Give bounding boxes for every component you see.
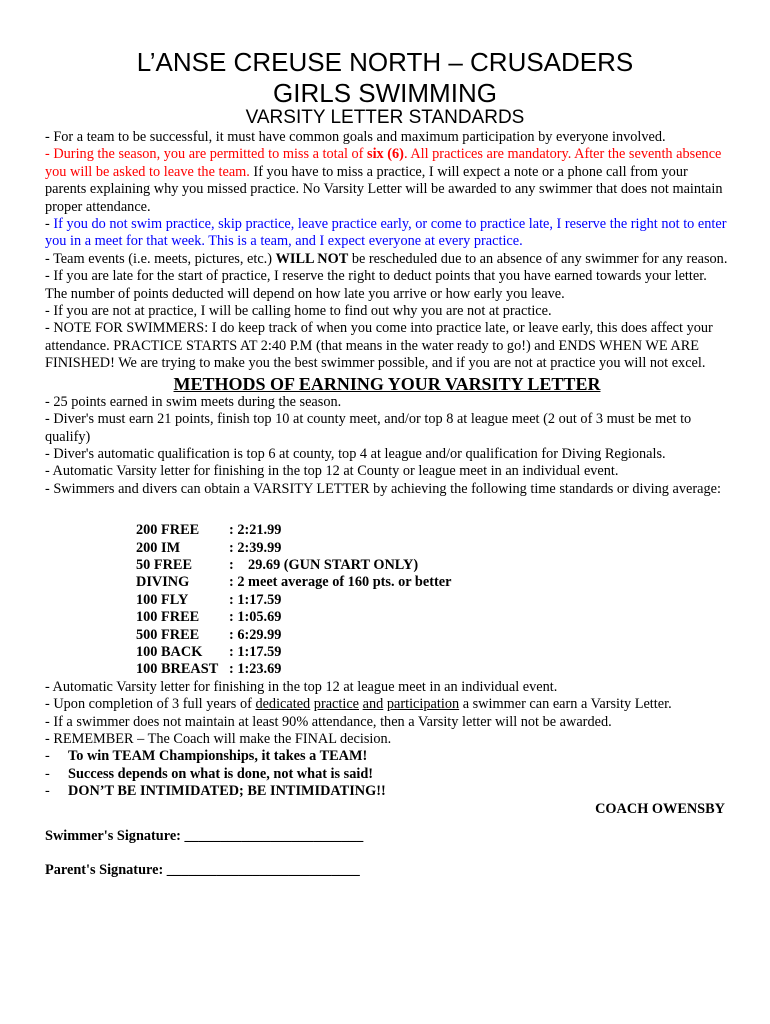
title-school: L’ANSE CREUSE NORTH – CRUSADERS bbox=[136, 47, 634, 77]
standard-value: : 2 meet average of 160 pts. or better bbox=[229, 574, 452, 591]
rule-4-c: be rescheduled due to an absence of any swimmer for any reason. bbox=[348, 250, 728, 267]
motto-3 bbox=[45, 783, 729, 800]
rule-3-blue: If you do not swim practice, skip practice, leave practice early, or come to practice late, I reserve the right not to enter you in a meet for that week. This is a team, and I expect everyone at every practice. bbox=[45, 216, 727, 250]
swimmer-signature-line: Swimmer's Signature: _________________________ bbox=[45, 828, 364, 845]
standard-value: : 2:21.99 bbox=[229, 522, 282, 539]
standard-event: 500 FREE bbox=[136, 626, 200, 643]
motto-text: To win TEAM Championships, it takes a TEAM! bbox=[68, 748, 368, 765]
rule-4-a: - Team events (i.e. meets, pictures, etc.) bbox=[45, 250, 276, 267]
title-team: GIRLS SWIMMING bbox=[273, 78, 497, 108]
methods-item: - Diver's must earn 21 points, finish top 10 at county meet, and/or top 8 at league meet (2 out of 3 must be met to qualify) bbox=[45, 411, 692, 445]
rule-6: - If you are not at practice, I will be calling home to find out why you are not at practice. bbox=[45, 303, 552, 320]
methods-list bbox=[45, 394, 729, 498]
standard-value: : 2:39.99 bbox=[229, 539, 282, 556]
standard-row bbox=[136, 661, 729, 678]
standard-value: : 6:29.99 bbox=[229, 626, 282, 643]
standard-value: : 29.69 (GUN START ONLY) bbox=[229, 556, 419, 573]
methods-heading: METHODS OF EARNING YOUR VARSITY LETTER bbox=[173, 373, 601, 394]
standard-row bbox=[136, 592, 729, 609]
standard-row bbox=[136, 644, 729, 661]
after-1: - Automatic Varsity letter for finishing in the top 12 at league meet in an individual event. bbox=[45, 678, 558, 695]
rule-1: - For a team to be successful, it must have common goals and maximum participation by everyone involved. bbox=[45, 129, 666, 145]
standard-event: 100 BACK bbox=[136, 643, 203, 660]
rule-7: - NOTE FOR SWIMMERS: I do keep track of when you come into practice late, or leave early, this does affect your attendance. PRACTICE STARTS AT 2:40 P.M (that means in the water ready to go!) and ENDS WHEN WE ARE FINISHED! We are trying to make you the best swimmer possible, and if you are not at practice you will not excel. bbox=[45, 320, 713, 372]
after-4: - REMEMBER – The Coach will make the FINAL decision. bbox=[45, 731, 392, 747]
standard-row bbox=[136, 540, 729, 557]
rule-2-black: If you have to miss a practice, I will expect a note or a phone call from your parents explaining why you missed practice. No Varsity Letter will be awarded to any swimmer that does not maintain proper attendance. bbox=[45, 163, 723, 215]
rule-3-dash: - bbox=[45, 216, 54, 233]
methods-item: - Swimmers and divers can obtain a VARSITY LETTER by achieving the following time standards or diving average: bbox=[45, 480, 721, 497]
standard-row bbox=[136, 574, 729, 591]
motto-text: DON’T BE INTIMIDATED; BE INTIMIDATING!! bbox=[68, 783, 386, 800]
methods-item: - Automatic Varsity letter for finishing in the top 12 at County or league meet in an individual event. bbox=[45, 463, 619, 480]
methods-item: - Diver's automatic qualification is top 6 at county, top 4 at league and/or qualification for Diving Regionals. bbox=[45, 445, 666, 462]
dash: - bbox=[45, 765, 50, 782]
parent-signature-line: Parent's Signature: ___________________________ bbox=[45, 862, 360, 879]
rule-2-red: - During the season, you are permitted to miss a total of bbox=[45, 146, 368, 163]
after-2-practice: practice bbox=[313, 696, 360, 713]
standard-event: 100 BREAST bbox=[136, 661, 219, 678]
rule-2-red2: . All practices are mandatory. After the seventh absence you will be asked to leave the team. bbox=[45, 146, 722, 180]
rule-4-bold: WILL NOT bbox=[275, 250, 349, 267]
dash: - bbox=[45, 783, 50, 800]
rule-5: - If you are late for the start of practice, I reserve the right to deduct points that you have earned towards your letter. The number of points deducted will depend on how late you arrive or how early you leave. bbox=[45, 268, 707, 302]
standard-row bbox=[136, 522, 729, 539]
standard-row bbox=[136, 609, 729, 626]
standard-event: DIVING bbox=[136, 574, 190, 591]
standard-event: 200 IM bbox=[136, 539, 181, 556]
title-standards: VARSITY LETTER STANDARDS bbox=[245, 107, 525, 128]
standard-value: : 1:17.59 bbox=[229, 591, 282, 608]
after-2-and: and bbox=[362, 696, 384, 713]
rule-3 bbox=[45, 216, 729, 251]
after-3: - If a swimmer does not maintain at least 90% attendance, then a Varsity letter will not be awarded. bbox=[45, 713, 612, 730]
rule-2 bbox=[45, 146, 729, 216]
after-2-participation: participation bbox=[386, 696, 460, 713]
standard-value: : 1:23.69 bbox=[229, 661, 282, 678]
document-body bbox=[45, 129, 729, 880]
standard-value: : 1:17.59 bbox=[229, 643, 282, 660]
after-2-f: a swimmer can earn a Varsity Letter. bbox=[459, 696, 672, 713]
standard-event: 200 FREE bbox=[136, 522, 200, 539]
standard-event: 100 FLY bbox=[136, 591, 189, 608]
after-2-dedicated: dedicated bbox=[255, 696, 311, 713]
methods-item: - 25 points earned in swim meets during the season. bbox=[45, 393, 342, 410]
standard-event: 100 FREE bbox=[136, 609, 200, 626]
after-2-a: - Upon completion of 3 full years of bbox=[45, 696, 256, 713]
rule-2-bold: six (6) bbox=[367, 146, 404, 163]
motto-1 bbox=[45, 748, 729, 765]
after-2 bbox=[45, 696, 729, 713]
dash: - bbox=[45, 748, 50, 765]
motto-text: Success depends on what is done, not what is said! bbox=[68, 765, 374, 782]
standard-event: 50 FREE bbox=[136, 556, 193, 573]
motto-2 bbox=[45, 766, 729, 783]
standard-value: : 1:05.69 bbox=[229, 609, 282, 626]
coach-name: COACH OWENSBY bbox=[595, 800, 725, 817]
standard-row bbox=[136, 557, 729, 574]
time-standards bbox=[136, 522, 729, 679]
rule-4 bbox=[45, 251, 729, 268]
standard-row bbox=[136, 627, 729, 644]
